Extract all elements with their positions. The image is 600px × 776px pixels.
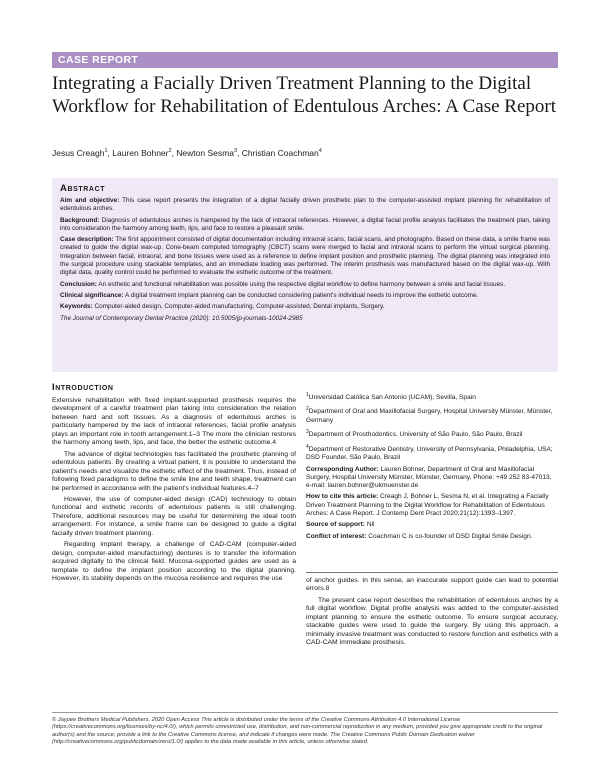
- intro-paragraph: Regarding implant therapy, a challenge of CAD-CAM (computer-aided design, computer-aided manufacturing) dentures is to transfer the information acquired digitally to the clinical field. Mucosa-supported guides are used as a template to define the implant position according to the digital planning. However, its stability depends on the mucosa resilience and requires the use: [52, 541, 296, 583]
- abstract-keywords: Keywords: Computer-aided design, Computer-aided manufacturing, Computer-assisted, Dental implants, Surgery.: [60, 303, 385, 311]
- article-title: Integrating a Facially Driven Treatment Planning to the Digital Workflow for Rehabilitation of Edentulous Arches: A Case Report: [52, 73, 556, 117]
- abstract-box: [52, 178, 558, 372]
- how-to-cite: How to cite this article: Creagh J, Bohner L, Sesma N, et al. Integrating a Facially Driven Treatment Planning to the Digital Workflow for Rehabilitation of Edentulous Arches: A Case Report. J Contemp Dent Pract 2020;21(12):1393–1397.: [306, 493, 549, 518]
- body-paragraph: of anchor guides. In this sense, an inaccurate support guide can lead to potential errors.8: [306, 577, 558, 593]
- abstract-heading: Abstract: [60, 183, 106, 194]
- affiliation: $^1$Universidad Católica San Antonio (UCAM), Sevilla, Spain: [306, 392, 476, 402]
- column-divider: [306, 572, 558, 573]
- affiliation: $^2$Department of Oral and Maxillofacial Surgery, Hospital University Münster, Münster, Germany: [306, 406, 553, 424]
- author-name: Jesus Creagh: [52, 148, 105, 158]
- journal-citation: The Journal of Contemporary Dental Practice (2020): 10.5005/jp-journals-10024-2985: [60, 314, 303, 322]
- author-name: Christian Coachman: [241, 148, 319, 158]
- intro-paragraph: The advance of digital technologies has facilitated the prosthetic planning of edentulous patients. By creating a virtual patient, it is possible to understand the patient's needs and visualize the esthetic effect of the treatment. Thus, instead of following fixed paradigms to define the smile line and teeth shape, treatment can be performed in accordance with the patient's individual features.4–7: [52, 450, 296, 492]
- author-list: Jesus Creagh$^1$, Lauren Bohner$^2$, Newton Sesma$^3$, Christian Coachman$^4$: [52, 148, 322, 158]
- affiliations-block: [306, 391, 558, 544]
- article-type-banner: CASE REPORT: [52, 52, 558, 68]
- abstract-case-description: Case description: The first appointment consisted of digital documentation including intraoral scans, facial scans, and photographs. Based on these data, a smile frame was created to guide the digital wax-up. Cone-beam computed tomography (CBCT) scans were merged to facial and intraoral scans to perform the virtual surgical planning. Integration between facial, intraoral, and bone tissues were used as a reference to define implant position and prosthetic planning. The digital planning was integrated into the surgical procedure using stackable templates, and an immediate loading was performed. The interim prosthesis was manufactured based on the digital wax-up. With digital data, quality control could be performed to evaluate the esthetic outcome of the treatment.: [60, 236, 550, 277]
- corresponding-author: Corresponding Author: Lauren Bohner, Department of Oral and Maxillofacial Surgery, Hospital University Münster, Münster, Germany, Phone: +49 252 83-47013, e-mail: lauren.bohner@ukmuenster.de: [306, 465, 552, 490]
- intro-paragraph: However, the use of computer-aided design (CAD) technology to obtain functional and esthetic records of edentulous patients is still challenging. Therefore, additional resources may be useful for determining the ideal tooth arrangement. For instance, a smile frame can be designed to guide a digital facially driven treatment planning.: [52, 495, 296, 537]
- abstract-aim: Aim and objective: This case report presents the integration of a digital facially driven prosthetic plan to the computer-assisted implant planning for rehabilitation of edentulous arches.: [60, 197, 550, 213]
- body-right-column: [306, 577, 558, 651]
- body-paragraph: The present case report describes the rehabilitation of edentulous arches by a full digital workflow. Digital profile analysis was added to the computer-assisted implant planning to ensure the esthetic outcome. To ensure surgical accuracy, stackable guides were used to guide the surgery. By using this approach, a minimally invasive treatment was conducted to restore function and esthetics with a CAD-CAM immediate prosthesis.: [306, 596, 558, 647]
- conflict-of-interest: Conflict of interest: Coachman C is co-founder of DSD Digital Smile Design.: [306, 532, 533, 540]
- abstract-clinical-significance: Clinical significance: A digital treatment implant planning can be conducted considering patient's individual needs to improve the esthetic outcome.: [60, 291, 479, 299]
- affiliation: $^4$Department of Restorative Dentistry, University of Pennsylvania, Philadelphia, USA; DSD Founder, São Paulo, Brazil: [306, 443, 553, 462]
- license-footer: © Jaypee Brothers Medical Publishers. 2020 Open Access This article is distributed under the terms of the Creative Commons Attribution 4.0 International License (https://creativecommons.org/licenses/by-nc/4.0/), which permits unrestricted use, distribution, and non-commercial reproduction in any medium, provided you give appropriate credit to the original author(s) and the source, provide a link to the Creative Commons license, and indicate if changes were made. The Creative Commons Public Domain Dedication waiver (http://creativecommons.org/publicdomain/zero/1.0/) applies to the data made available in this article, unless otherwise stated.: [52, 712, 558, 747]
- author-name: Newton Sesma: [176, 148, 234, 158]
- source-of-support: Source of support: Nil: [306, 521, 375, 529]
- affiliation: $^3$Department of Prosthodontics, University of São Paulo, São Paulo, Brazil: [306, 429, 523, 439]
- abstract-background: Background: Diagnosis of edentulous arches is hampered by the lack of intraoral references. However, a digital facial profile analysis facilitates the treatment plan, taking into consideration the harmony among teeth, lips, and face to restore a pleasant smile.: [60, 216, 550, 232]
- introduction-column: [52, 382, 296, 587]
- introduction-heading: Introduction: [52, 382, 114, 393]
- intro-paragraph: Extensive rehabilitation with fixed implant-supported prosthesis requires the development of a careful treatment plan taking into consideration the relation between hard and soft tissues. As a diagnosis of edentulous arches is particularly hampered by the lack of intraoral references, facial profile analysis plays an important role in tooth arrangement.1–3 The more the clinician restores the harmony among teeth, lips, and face, the better the esthetic outcome.4: [52, 397, 296, 447]
- abstract-conclusion: Conclusion: An esthetic and functional rehabilitation was possible using the respective digital workflow to define harmony between a smile and facial tissues.: [60, 280, 506, 288]
- author-name: Lauren Bohner: [112, 148, 169, 158]
